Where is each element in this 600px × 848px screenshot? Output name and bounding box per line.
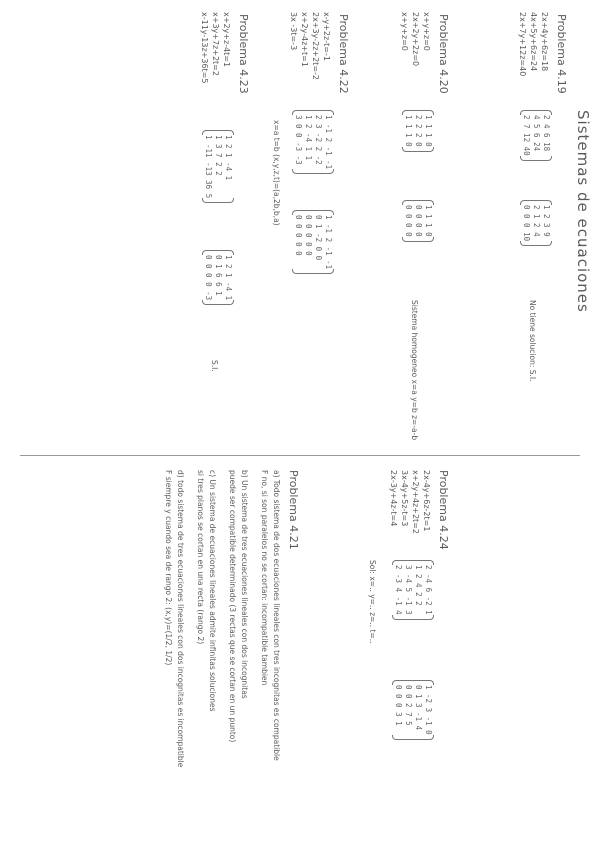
reduced-matrix: 1 -2 3 -1 0 0 1 3 -1 4 0 0 2 7 5 0 0 0 3 1 xyxy=(392,680,434,740)
reduced-matrix: 1 2 3 9 2 1 2 4 0 0 0 10 xyxy=(520,200,552,246)
augmented-matrix: 1 2 1 -4 1 1 3 7 2 2 1 -11 -13 36 5 xyxy=(202,130,234,203)
problem-label: Problema 4.23 xyxy=(237,14,250,94)
problem-label: Problema 4.22 xyxy=(337,14,350,94)
statement-line: puede ser compatible determinado (3 rectas que se cortan en un punto) xyxy=(228,470,237,743)
problem-label: Problema 4.24 xyxy=(437,470,450,550)
equation: 2x+3y-2z+2t=-2 xyxy=(311,12,320,80)
problem-label: Problema 4.19 xyxy=(555,14,568,94)
statement-line: c) Un sistema de ecuaciones lineales admite infinitas soluciones xyxy=(208,470,217,712)
statement-line: si tres planos se cortan en una recta (rango 2) xyxy=(196,470,205,645)
statement-line: a) Todo sistema de dos ecuaciones lineales con tres incognitas es compatible xyxy=(272,470,281,761)
equation: x+2y-4z+t=1 xyxy=(300,12,309,67)
statement-line: F no, si son paralelos no se cortan: incompatible tambien xyxy=(260,470,269,686)
equation: x-y+2z-t=-1 xyxy=(322,12,331,61)
solution-note: x=a t=b (x,y,z,t)=(a,2b,b,a) xyxy=(272,120,281,226)
reduced-matrix: 1 1 1 0 0 0 0 0 0 0 0 0 xyxy=(402,200,434,242)
equation: x+2y+z-4t=1 xyxy=(222,12,231,68)
equation: x+y+z=0 xyxy=(400,12,409,51)
statement-line: b) Un sistema de tres ecuaciones lineales con dos incognitas xyxy=(240,470,249,699)
problem-label: Problema 4.21 xyxy=(287,470,300,550)
equation: 2x+2y+2z=0 xyxy=(411,12,420,67)
statement-line: F siempre y cuando sea de rango 2: (x,y)=(1/2, 1/2) xyxy=(164,470,173,666)
equation: 2x-4y+6z-2t=1 xyxy=(422,470,431,532)
augmented-matrix: 2 4 6 18 4 5 6 24 2 7 12 40 xyxy=(520,110,552,161)
solution-note: No tiene solucion: S.I. xyxy=(528,300,537,382)
solution-note: Sistema homogeneo x=a y=b z=-a-b xyxy=(410,300,419,441)
equation: x+3y+7z+2t=2 xyxy=(211,12,220,76)
equation: 3x-4y+5z-t=3 xyxy=(400,470,409,527)
solution-note: S.I. xyxy=(210,360,219,372)
equation: x+y+z=0 xyxy=(422,12,431,51)
solution-note: Sol: x=.. y=.. z=.. t=.. xyxy=(368,560,377,644)
reduced-matrix: 1 -1 2 -1 -1 0 1 -2 0 0 0 0 0 0 0 0 0 0 0 0 xyxy=(292,210,334,274)
equation: 2x+4y+6z=18 xyxy=(540,12,549,72)
equation: 2x-3y+4z-t=4 xyxy=(389,470,398,527)
page-title: Sistemas de ecuaciones xyxy=(574,110,592,313)
equation: x+2y+4z+2t=2 xyxy=(411,470,420,534)
equation: 4x+5y+6z=24 xyxy=(529,12,538,72)
equation: 2x+7y+12z=40 xyxy=(518,12,527,77)
statement-line: d) todo sistema de tres ecuaciones lineales con dos incognitas es incompatible xyxy=(176,470,185,768)
problem-label: Problema 4.20 xyxy=(437,14,450,94)
equation: 3x -3t=-3 xyxy=(289,12,298,51)
column-divider xyxy=(20,455,580,456)
reduced-matrix: 1 2 1 -4 1 0 1 6 6 1 0 0 0 0 -3 xyxy=(202,250,234,305)
augmented-matrix: 1 -1 2 -1 -1 2 3 -2 2 -2 1 2 -4 1 1 3 0 0 -3 -3 xyxy=(292,110,334,174)
augmented-matrix: 2 -4 6 -2 1 1 2 4 2 2 3 -4 5 -1 3 2 -3 4 -1 4 xyxy=(392,560,434,620)
equation: x-11y-13z+36t=5 xyxy=(200,12,209,84)
augmented-matrix: 1 1 1 0 2 2 2 0 1 1 1 0 xyxy=(402,110,434,152)
